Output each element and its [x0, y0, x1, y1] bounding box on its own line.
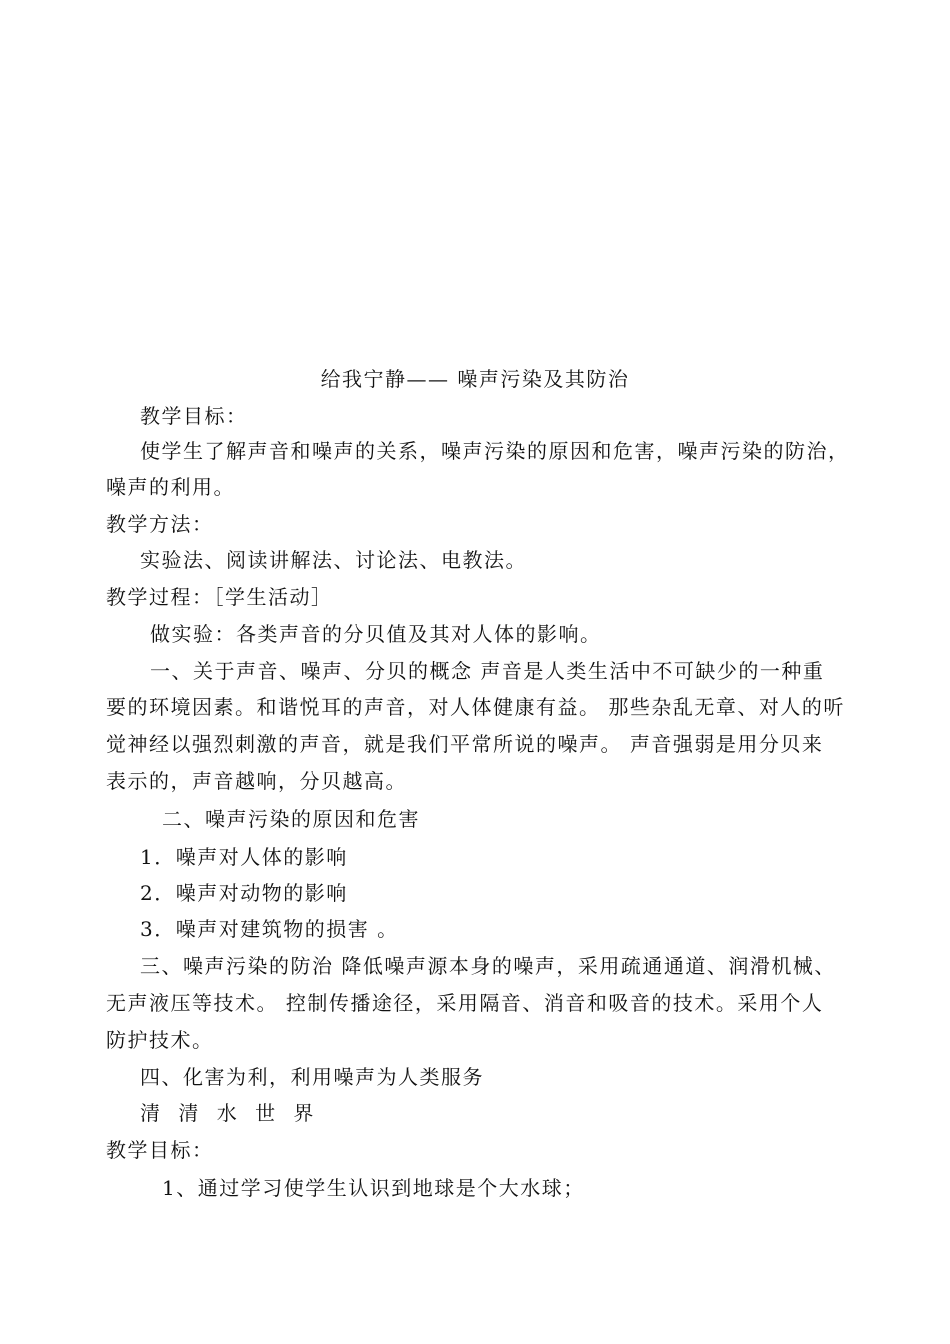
list-item: 1．噪声对人体的影响	[140, 845, 348, 869]
paragraph-line: 觉神经以强烈刺激的声音，就是我们平常所说的噪声。 声音强弱是用分贝来	[106, 732, 824, 756]
section-heading-teaching-process: 教学过程：［学生活动］	[106, 585, 333, 609]
list-item: 1、通过学习使学生认识到地球是个大水球；	[162, 1176, 585, 1200]
paragraph-line: 表示的，声音越响，分贝越高。	[106, 769, 407, 793]
paragraph-line: 实验法、阅读讲解法、讨论法、电教法。	[140, 548, 527, 572]
paragraph-line: 使学生了解声音和噪声的关系，噪声污染的原因和危害，噪声污染的防治，	[140, 439, 850, 463]
lesson-title: 清 清 水 世 界	[140, 1101, 320, 1125]
paragraph-line: 做实验：各类声音的分贝值及其对人体的影响。	[150, 622, 602, 646]
paragraph-line: 一、关于声音、噪声、分贝的概念 声音是人类生活中不可缺少的一种重	[150, 659, 825, 683]
section-heading-benefits: 四、化害为利，利用噪声为人类服务	[140, 1065, 484, 1089]
paragraph-line: 防护技术。	[106, 1028, 214, 1052]
section-heading-causes: 二、噪声污染的原因和危害	[162, 807, 420, 831]
paragraph-line: 要的环境因素。和谐悦耳的声音，对人体健康有益。 那些杂乱无章、对人的听	[106, 695, 845, 719]
section-heading-teaching-goals: 教学目标：	[140, 404, 248, 428]
list-item: 3．噪声对建筑物的损害 。	[140, 917, 399, 941]
paragraph-line: 噪声的利用。	[106, 475, 235, 499]
list-item: 2．噪声对动物的影响	[140, 881, 348, 905]
paragraph-line: 三、噪声污染的防治 降低噪声源本身的噪声，采用疏通通道、润滑机械、	[140, 954, 836, 978]
paragraph-line: 无声液压等技术。 控制传播途径，采用隔音、消音和吸音的技术。采用个人	[106, 991, 824, 1015]
section-heading-teaching-methods: 教学方法：	[106, 512, 214, 536]
document-title: 给我宁静—— 噪声污染及其防治	[320, 367, 630, 391]
section-heading-teaching-goals-2: 教学目标：	[106, 1138, 214, 1162]
